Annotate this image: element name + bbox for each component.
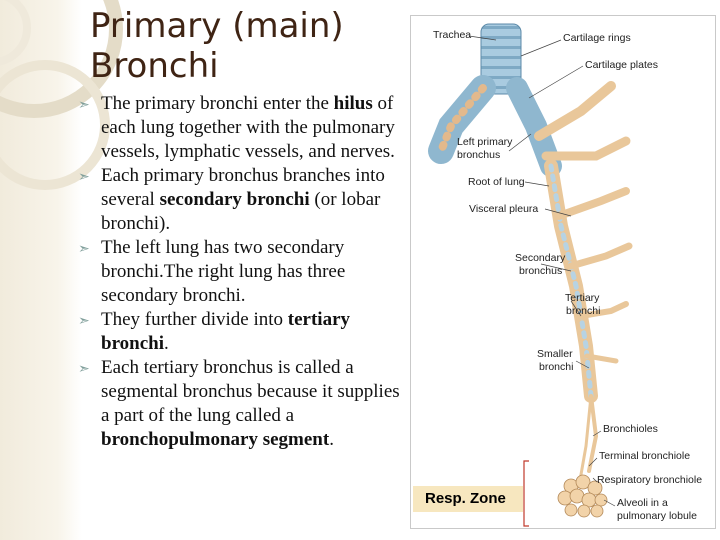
bullet-text: The left lung has two secondary bronchi.The right lung has three secondary bronchi. [101, 237, 346, 306]
bullet-arrow-icon: ➣ [78, 241, 90, 257]
label-secondary-bronchus-2: bronchus [519, 265, 563, 277]
bullet-text: Each tertiary bronchus is called a segmental bronchus because it supplies a part of the lung called a [101, 357, 400, 426]
bullet-text: . [164, 333, 169, 354]
bullet-item [78, 236, 403, 308]
bullet-item [78, 308, 403, 356]
label-cartilage-plates: Cartilage plates [585, 59, 658, 71]
label-cartilage-rings: Cartilage rings [563, 32, 631, 44]
bullet-arrow-icon: ➣ [78, 361, 90, 377]
bullet-text: Each primary bronchus branches into several [101, 165, 385, 210]
label-smaller-bronchi-2: bronchi [539, 361, 574, 373]
label-bronchioles: Bronchioles [603, 423, 658, 435]
label-alveoli-1: Alveoli in a [617, 497, 668, 509]
label-tertiary-bronchi-1: Tertiary [565, 292, 600, 304]
label-left-primary-bronchus-2: bronchus [457, 149, 501, 161]
bullet-item [78, 164, 403, 236]
label-smaller-bronchi-1: Smaller [537, 348, 573, 360]
resp-zone-bracket [524, 461, 529, 526]
bullet-item [78, 356, 403, 452]
bullet-text: of each lung together with the pulmonary vessels, lymphatic vessels, and nerves. [101, 93, 395, 162]
bullet-bold-term: tertiary bronchi [101, 309, 351, 354]
bullet-item [78, 92, 403, 164]
label-secondary-bronchus-1: Secondary [515, 252, 566, 264]
label-alveoli-2: pulmonary lobule [617, 510, 697, 522]
bullet-arrow-icon: ➣ [78, 313, 90, 329]
label-tertiary-bronchi-2: bronchi [566, 305, 601, 317]
slide-title: Primary (main) Bronchi [90, 6, 344, 86]
bullet-text: (or lobar bronchi). [101, 189, 381, 234]
label-respiratory-bronchiole: Respiratory bronchiole [597, 474, 703, 486]
bullet-arrow-icon: ➣ [78, 169, 90, 185]
bullet-bold-term: secondary bronchi [159, 189, 310, 210]
bullet-text: . [329, 429, 334, 450]
decorative-left-band [0, 0, 82, 540]
bullet-bold-term: hilus [333, 93, 373, 114]
label-visceral-pleura: Visceral pleura [469, 203, 539, 215]
bullet-arrow-icon: ➣ [78, 97, 90, 113]
bronchial-tree-diagram [410, 15, 716, 529]
bullet-text: The primary bronchi enter the [101, 93, 334, 114]
label-terminal-bronchiole: Terminal bronchiole [599, 450, 691, 462]
label-root-of-lung: Root of lung [468, 176, 525, 188]
bullet-list [78, 92, 403, 452]
resp-zone-label: Resp. Zone [413, 486, 523, 512]
bronchial-tree-illustration [411, 16, 715, 528]
label-trachea: Trachea [433, 29, 472, 41]
label-left-primary-bronchus-1: Left primary [457, 136, 513, 148]
bullet-text: They further divide into [101, 309, 288, 330]
bullet-bold-term: bronchopulmonary segment [101, 429, 330, 450]
